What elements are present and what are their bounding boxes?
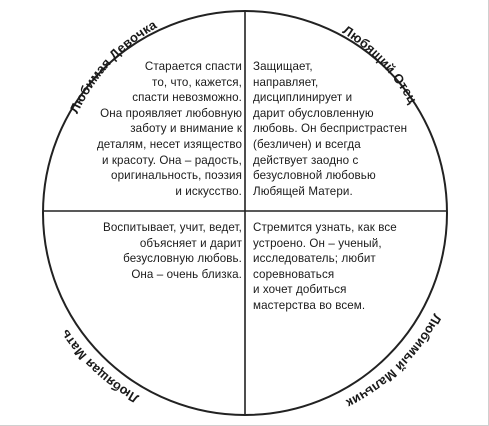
quadrant-text-bottom-right: Стремится узнать, как все устроено. Он – ученый, исследователь; любит соревноваться и хочет добиться мастерства во всем.: [253, 221, 397, 312]
label-beloved-boy: Любимый Мальчик: [343, 311, 445, 412]
quadrant-text-bottom-left: Воспитывает, учит, ведет, объясняет и дарит безусловную любовь. Она – очень близка.: [103, 221, 242, 281]
quadrant-text-top-right: Защищает, направляет, дисциплинирует и дарит обусловленную любовь. Он беспристрастен (безличен) и всегда действует заодно с безусловной любовью Любящей Матери.: [253, 60, 408, 198]
label-loving-mother: Любящая Мать: [56, 326, 142, 407]
label-beloved-girl: Любимая Девочка: [66, 16, 160, 116]
label-loving-father: Любящий Отец: [340, 22, 421, 107]
quadrant-text-top-left: Старается спасти то, что, кажется, спасти невозможно. Она проявляет любовную заботу и внимание к деталям, несет изящество и красоту. Она – радость, оригинальность, поэзия и искусство.: [96, 60, 242, 198]
